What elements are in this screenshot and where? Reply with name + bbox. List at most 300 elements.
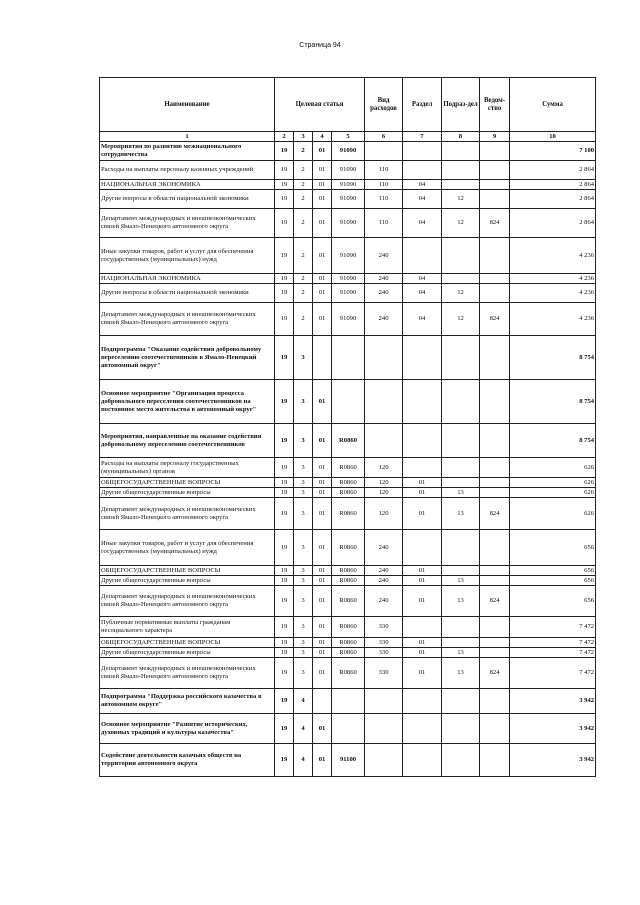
vid-cell [365, 744, 403, 777]
vedomstvo-cell: 824 [480, 209, 510, 238]
target-code-3: 01 [313, 303, 332, 336]
row-name-cell: ОБЩЕГОСУДАРСТВЕННЫЕ ВОПРОСЫ [100, 566, 275, 576]
podrazdel-cell: 13 [442, 648, 480, 658]
target-code-2: 4 [294, 689, 313, 714]
target-code-1: 19 [275, 488, 294, 498]
target-code-3: 01 [313, 180, 332, 190]
razdel-cell: 01 [403, 658, 442, 689]
vedomstvo-cell [480, 576, 510, 586]
vid-cell: 330 [365, 648, 403, 658]
target-code-1: 19 [275, 180, 294, 190]
target-code-3: 01 [313, 638, 332, 648]
vedomstvo-cell [480, 180, 510, 190]
target-code-1: 19 [275, 380, 294, 424]
target-code-4: 91090 [332, 209, 365, 238]
target-code-1: 19 [275, 478, 294, 488]
podrazdel-cell [442, 424, 480, 458]
target-code-3: 01 [313, 530, 332, 566]
page-number: Страница 94 [299, 42, 341, 49]
target-code-1: 19 [275, 744, 294, 777]
summa-cell: 4 236 [510, 274, 596, 284]
col-number: 8 [442, 132, 480, 142]
header-vedomstvo: Ведом-ство [480, 78, 510, 132]
target-code-3: 01 [313, 498, 332, 530]
vedomstvo-cell [480, 617, 510, 638]
vid-cell [365, 424, 403, 458]
target-code-2: 3 [294, 566, 313, 576]
table-row [100, 336, 596, 380]
table-row [100, 658, 596, 689]
razdel-cell: 01 [403, 576, 442, 586]
vid-cell: 240 [365, 303, 403, 336]
col-number: 5 [332, 132, 365, 142]
target-code-3: 01 [313, 161, 332, 180]
vid-cell: 240 [365, 566, 403, 576]
podrazdel-cell: 12 [442, 303, 480, 336]
target-code-1: 19 [275, 284, 294, 303]
row-name-cell: ОБЩЕГОСУДАРСТВЕННЫЕ ВОПРОСЫ [100, 478, 275, 488]
podrazdel-cell: 13 [442, 658, 480, 689]
column-number-row [100, 132, 596, 142]
podrazdel-cell [442, 161, 480, 180]
podrazdel-cell [442, 238, 480, 274]
row-name-cell: Департамент международных и внешнеэкономических связей Ямало-Ненецкого автономного округа [100, 586, 275, 617]
target-code-1: 19 [275, 658, 294, 689]
target-code-2: 4 [294, 744, 313, 777]
target-code-4: R0860 [332, 586, 365, 617]
razdel-cell [403, 714, 442, 744]
podrazdel-cell: 12 [442, 284, 480, 303]
target-code-1: 19 [275, 714, 294, 744]
vid-cell: 120 [365, 458, 403, 478]
summa-cell: 8 754 [510, 424, 596, 458]
vedomstvo-cell [480, 190, 510, 209]
target-code-4: R0860 [332, 478, 365, 488]
podrazdel-cell [442, 689, 480, 714]
row-name-cell: Подпрограмма "Поддержка российского казачества в автономном округе" [100, 689, 275, 714]
target-code-4: R0860 [332, 658, 365, 689]
target-code-3: 01 [313, 617, 332, 638]
header-target: Целевая статья [275, 78, 365, 132]
vedomstvo-cell [480, 274, 510, 284]
vedomstvo-cell [480, 488, 510, 498]
vedomstvo-cell [480, 714, 510, 744]
vid-cell: 240 [365, 274, 403, 284]
table-row [100, 424, 596, 458]
target-code-4 [332, 380, 365, 424]
header-podrazdel: Подраз-дел [442, 78, 480, 132]
target-code-2: 3 [294, 586, 313, 617]
table-row [100, 576, 596, 586]
vedomstvo-cell [480, 648, 510, 658]
summa-cell: 2 864 [510, 190, 596, 209]
summa-cell: 656 [510, 576, 596, 586]
table-row [100, 238, 596, 274]
target-code-2: 3 [294, 617, 313, 638]
col-number: 7 [403, 132, 442, 142]
target-code-3: 01 [313, 488, 332, 498]
target-code-3: 01 [313, 658, 332, 689]
vedomstvo-cell [480, 458, 510, 478]
target-code-1: 19 [275, 586, 294, 617]
summa-cell: 2 864 [510, 161, 596, 180]
target-code-2: 2 [294, 303, 313, 336]
row-name-cell: ОБЩЕГОСУДАРСТВЕННЫЕ ВОПРОСЫ [100, 638, 275, 648]
target-code-2: 3 [294, 380, 313, 424]
col-number: 3 [294, 132, 313, 142]
target-code-3: 01 [313, 576, 332, 586]
target-code-3: 01 [313, 284, 332, 303]
summa-cell: 656 [510, 566, 596, 576]
vedomstvo-cell [480, 744, 510, 777]
summa-cell: 656 [510, 530, 596, 566]
summa-cell: 7 472 [510, 648, 596, 658]
target-code-3: 01 [313, 566, 332, 576]
podrazdel-cell [442, 274, 480, 284]
razdel-cell: 04 [403, 209, 442, 238]
target-code-2: 3 [294, 638, 313, 648]
summa-cell: 656 [510, 586, 596, 617]
vedomstvo-cell [480, 638, 510, 648]
table-row [100, 284, 596, 303]
razdel-cell: 01 [403, 638, 442, 648]
razdel-cell: 04 [403, 274, 442, 284]
vid-cell [365, 336, 403, 380]
vedomstvo-cell [480, 336, 510, 380]
col-number: 9 [480, 132, 510, 142]
table-row [100, 161, 596, 180]
vid-cell: 240 [365, 530, 403, 566]
vedomstvo-cell [480, 142, 510, 161]
podrazdel-cell: 13 [442, 488, 480, 498]
target-code-4: R0860 [332, 498, 365, 530]
razdel-cell: 04 [403, 284, 442, 303]
header-razdel: Раздел [403, 78, 442, 132]
target-code-4: 91100 [332, 744, 365, 777]
target-code-1: 19 [275, 648, 294, 658]
target-code-1: 19 [275, 638, 294, 648]
target-code-1: 19 [275, 274, 294, 284]
table-row [100, 274, 596, 284]
target-code-1: 19 [275, 424, 294, 458]
col-number: 2 [275, 132, 294, 142]
target-code-2: 3 [294, 576, 313, 586]
target-code-4: 91090 [332, 284, 365, 303]
podrazdel-cell: 13 [442, 498, 480, 530]
vid-cell: 110 [365, 190, 403, 209]
podrazdel-cell [442, 336, 480, 380]
target-code-2: 3 [294, 488, 313, 498]
vedomstvo-cell [480, 380, 510, 424]
razdel-cell [403, 142, 442, 161]
razdel-cell [403, 617, 442, 638]
target-code-4 [332, 689, 365, 714]
target-code-1: 19 [275, 566, 294, 576]
vid-cell: 240 [365, 284, 403, 303]
target-code-2: 3 [294, 478, 313, 488]
summa-cell: 3 942 [510, 689, 596, 714]
target-code-2: 2 [294, 180, 313, 190]
vedomstvo-cell: 824 [480, 658, 510, 689]
vedomstvo-cell: 824 [480, 498, 510, 530]
razdel-cell: 01 [403, 488, 442, 498]
podrazdel-cell: 13 [442, 586, 480, 617]
vid-cell: 120 [365, 488, 403, 498]
row-name-cell: Основное мероприятие "Развитие исторических, духовных традиций и культуры казачества" [100, 714, 275, 744]
target-code-4: R0860 [332, 488, 365, 498]
col-number: 4 [313, 132, 332, 142]
target-code-3: 01 [313, 380, 332, 424]
table-row [100, 190, 596, 209]
vid-cell: 240 [365, 586, 403, 617]
summa-cell: 7 472 [510, 658, 596, 689]
razdel-cell [403, 380, 442, 424]
target-code-1: 19 [275, 498, 294, 530]
target-code-4: R0860 [332, 458, 365, 478]
target-code-3: 01 [313, 209, 332, 238]
target-code-3: 01 [313, 714, 332, 744]
target-code-4: R0860 [332, 648, 365, 658]
target-code-2: 2 [294, 238, 313, 274]
row-name-cell: НАЦИОНАЛЬНАЯ ЭКОНОМИКА [100, 274, 275, 284]
vid-cell [365, 689, 403, 714]
summa-cell: 626 [510, 488, 596, 498]
vid-cell: 240 [365, 238, 403, 274]
vid-cell: 120 [365, 498, 403, 530]
summa-cell: 7 100 [510, 142, 596, 161]
target-code-4: 91090 [332, 238, 365, 274]
summa-cell: 8 754 [510, 336, 596, 380]
row-name-cell: Мероприятия, направленные на оказание содействия добровольному переселению соотечественников [100, 424, 275, 458]
razdel-cell: 04 [403, 303, 442, 336]
row-name-cell: Департамент международных и внешнеэкономических связей Ямало-Ненецкого автономного округа [100, 498, 275, 530]
podrazdel-cell: 12 [442, 190, 480, 209]
row-name-cell: Другие общегосударственные вопросы [100, 648, 275, 658]
target-code-4: 91090 [332, 180, 365, 190]
razdel-cell: 01 [403, 586, 442, 617]
target-code-3 [313, 689, 332, 714]
target-code-2: 2 [294, 142, 313, 161]
podrazdel-cell: 13 [442, 576, 480, 586]
razdel-cell: 01 [403, 478, 442, 488]
target-code-3: 01 [313, 478, 332, 488]
row-name-cell: Расходы на выплаты персоналу государственных (муниципальных) органов [100, 458, 275, 478]
target-code-2: 3 [294, 336, 313, 380]
target-code-2: 3 [294, 424, 313, 458]
target-code-1: 19 [275, 190, 294, 209]
table-row [100, 744, 596, 777]
table-row [100, 380, 596, 424]
vid-cell: 330 [365, 658, 403, 689]
table-row [100, 530, 596, 566]
podrazdel-cell [442, 744, 480, 777]
row-name-cell: Мероприятия по развитию межнационального сотрудничества [100, 142, 275, 161]
target-code-3 [313, 336, 332, 380]
target-code-4: R0860 [332, 530, 365, 566]
razdel-cell [403, 238, 442, 274]
row-name-cell: Содействие деятельности казачьих обществ на территории автономного округа [100, 744, 275, 777]
target-code-2: 2 [294, 190, 313, 209]
podrazdel-cell [442, 617, 480, 638]
vedomstvo-cell [480, 284, 510, 303]
table-row [100, 617, 596, 638]
table-row [100, 180, 596, 190]
vedomstvo-cell [480, 238, 510, 274]
target-code-3: 01 [313, 586, 332, 617]
header-name: Наименование [100, 78, 275, 132]
target-code-2: 4 [294, 714, 313, 744]
target-code-4: R0860 [332, 566, 365, 576]
summa-cell: 8 754 [510, 380, 596, 424]
budget-table [99, 77, 596, 777]
table-row [100, 566, 596, 576]
target-code-4: R0860 [332, 617, 365, 638]
table-row [100, 638, 596, 648]
summa-cell: 7 472 [510, 638, 596, 648]
col-number: 10 [510, 132, 596, 142]
vid-cell: 110 [365, 161, 403, 180]
target-code-3: 01 [313, 744, 332, 777]
razdel-cell: 01 [403, 498, 442, 530]
row-name-cell: Департамент международных и внешнеэкономических связей Ямало-Ненецкого автономного округа [100, 209, 275, 238]
table-row [100, 648, 596, 658]
podrazdel-cell: 12 [442, 209, 480, 238]
podrazdel-cell [442, 714, 480, 744]
target-code-3: 01 [313, 142, 332, 161]
summa-cell: 7 472 [510, 617, 596, 638]
row-name-cell: Иные закупки товаров, работ и услуг для обеспечения государственных (муниципальных) нужд [100, 530, 275, 566]
row-name-cell: Подпрограмма "Оказание содействия добровольному переселению соотечественников в Ямало-Ненецкий автономный округ" [100, 336, 275, 380]
target-code-1: 19 [275, 458, 294, 478]
vid-cell: 330 [365, 617, 403, 638]
table-row [100, 458, 596, 478]
podrazdel-cell [442, 380, 480, 424]
target-code-4: R0860 [332, 424, 365, 458]
podrazdel-cell [442, 142, 480, 161]
vid-cell [365, 142, 403, 161]
row-name-cell: Иные закупки товаров, работ и услуг для обеспечения государственных (муниципальных) нужд [100, 238, 275, 274]
vedomstvo-cell [480, 161, 510, 180]
vid-cell: 330 [365, 638, 403, 648]
header-summa: Сумма [510, 78, 596, 132]
row-name-cell: Другие вопросы в области национальной экономики [100, 190, 275, 209]
razdel-cell: 01 [403, 566, 442, 576]
row-name-cell: Другие общегосударственные вопросы [100, 488, 275, 498]
vedomstvo-cell [480, 424, 510, 458]
razdel-cell [403, 424, 442, 458]
target-code-1: 19 [275, 303, 294, 336]
target-code-3: 01 [313, 190, 332, 209]
target-code-2: 3 [294, 530, 313, 566]
target-code-2: 3 [294, 458, 313, 478]
col-number: 6 [365, 132, 403, 142]
podrazdel-cell [442, 566, 480, 576]
row-name-cell: Публичные нормативные выплаты гражданам несоциального характера [100, 617, 275, 638]
table-row [100, 586, 596, 617]
target-code-1: 19 [275, 209, 294, 238]
target-code-4: 91090 [332, 161, 365, 180]
table-row [100, 478, 596, 488]
table-row [100, 303, 596, 336]
target-code-2: 2 [294, 209, 313, 238]
target-code-1: 19 [275, 530, 294, 566]
target-code-4: 91090 [332, 274, 365, 284]
target-code-3: 01 [313, 458, 332, 478]
razdel-cell [403, 336, 442, 380]
target-code-4 [332, 714, 365, 744]
razdel-cell [403, 744, 442, 777]
target-code-3: 01 [313, 274, 332, 284]
table-row [100, 714, 596, 744]
razdel-cell: 01 [403, 648, 442, 658]
podrazdel-cell [442, 530, 480, 566]
row-name-cell: Другие вопросы в области национальной экономики [100, 284, 275, 303]
summa-cell: 626 [510, 498, 596, 530]
vedomstvo-cell [480, 689, 510, 714]
summa-cell: 4 236 [510, 284, 596, 303]
vedomstvo-cell [480, 478, 510, 488]
target-code-2: 3 [294, 658, 313, 689]
target-code-4: 91090 [332, 303, 365, 336]
vid-cell [365, 380, 403, 424]
table-row [100, 142, 596, 161]
header-vid: Вид расходов [365, 78, 403, 132]
target-code-4: 91090 [332, 190, 365, 209]
podrazdel-cell [442, 478, 480, 488]
table-body [100, 78, 596, 777]
row-name-cell: Основное мероприятие "Организация процесса добровольного переселения соотечественников на постоянное место жительства в автономный округ" [100, 380, 275, 424]
razdel-cell: 04 [403, 190, 442, 209]
razdel-cell: 04 [403, 180, 442, 190]
razdel-cell [403, 689, 442, 714]
summa-cell: 4 236 [510, 303, 596, 336]
target-code-2: 3 [294, 498, 313, 530]
target-code-4: 91090 [332, 142, 365, 161]
target-code-1: 19 [275, 161, 294, 180]
target-code-2: 2 [294, 161, 313, 180]
row-name-cell: Департамент международных и внешнеэкономических связей Ямало-Ненецкого автономного округа [100, 303, 275, 336]
vid-cell: 240 [365, 576, 403, 586]
vid-cell: 120 [365, 478, 403, 488]
table-row [100, 498, 596, 530]
summa-cell: 3 942 [510, 714, 596, 744]
target-code-3: 01 [313, 238, 332, 274]
summa-cell: 3 942 [510, 744, 596, 777]
row-name-cell: Департамент международных и внешнеэкономических связей Ямало-Ненецкого автономного округа [100, 658, 275, 689]
podrazdel-cell [442, 458, 480, 478]
summa-cell: 2 864 [510, 180, 596, 190]
vid-cell: 110 [365, 180, 403, 190]
summa-cell: 626 [510, 478, 596, 488]
vedomstvo-cell: 824 [480, 586, 510, 617]
target-code-3: 01 [313, 424, 332, 458]
razdel-cell [403, 530, 442, 566]
vid-cell: 110 [365, 209, 403, 238]
target-code-1: 19 [275, 142, 294, 161]
col-number: 1 [100, 132, 275, 142]
target-code-1: 19 [275, 689, 294, 714]
summa-cell: 626 [510, 458, 596, 478]
target-code-1: 19 [275, 238, 294, 274]
vedomstvo-cell: 824 [480, 303, 510, 336]
vedomstvo-cell [480, 566, 510, 576]
target-code-1: 19 [275, 576, 294, 586]
row-name-cell: Расходы на выплаты персоналу казенных учреждений [100, 161, 275, 180]
table-row [100, 488, 596, 498]
row-name-cell: НАЦИОНАЛЬНАЯ ЭКОНОМИКА [100, 180, 275, 190]
vedomstvo-cell [480, 530, 510, 566]
target-code-3: 01 [313, 648, 332, 658]
